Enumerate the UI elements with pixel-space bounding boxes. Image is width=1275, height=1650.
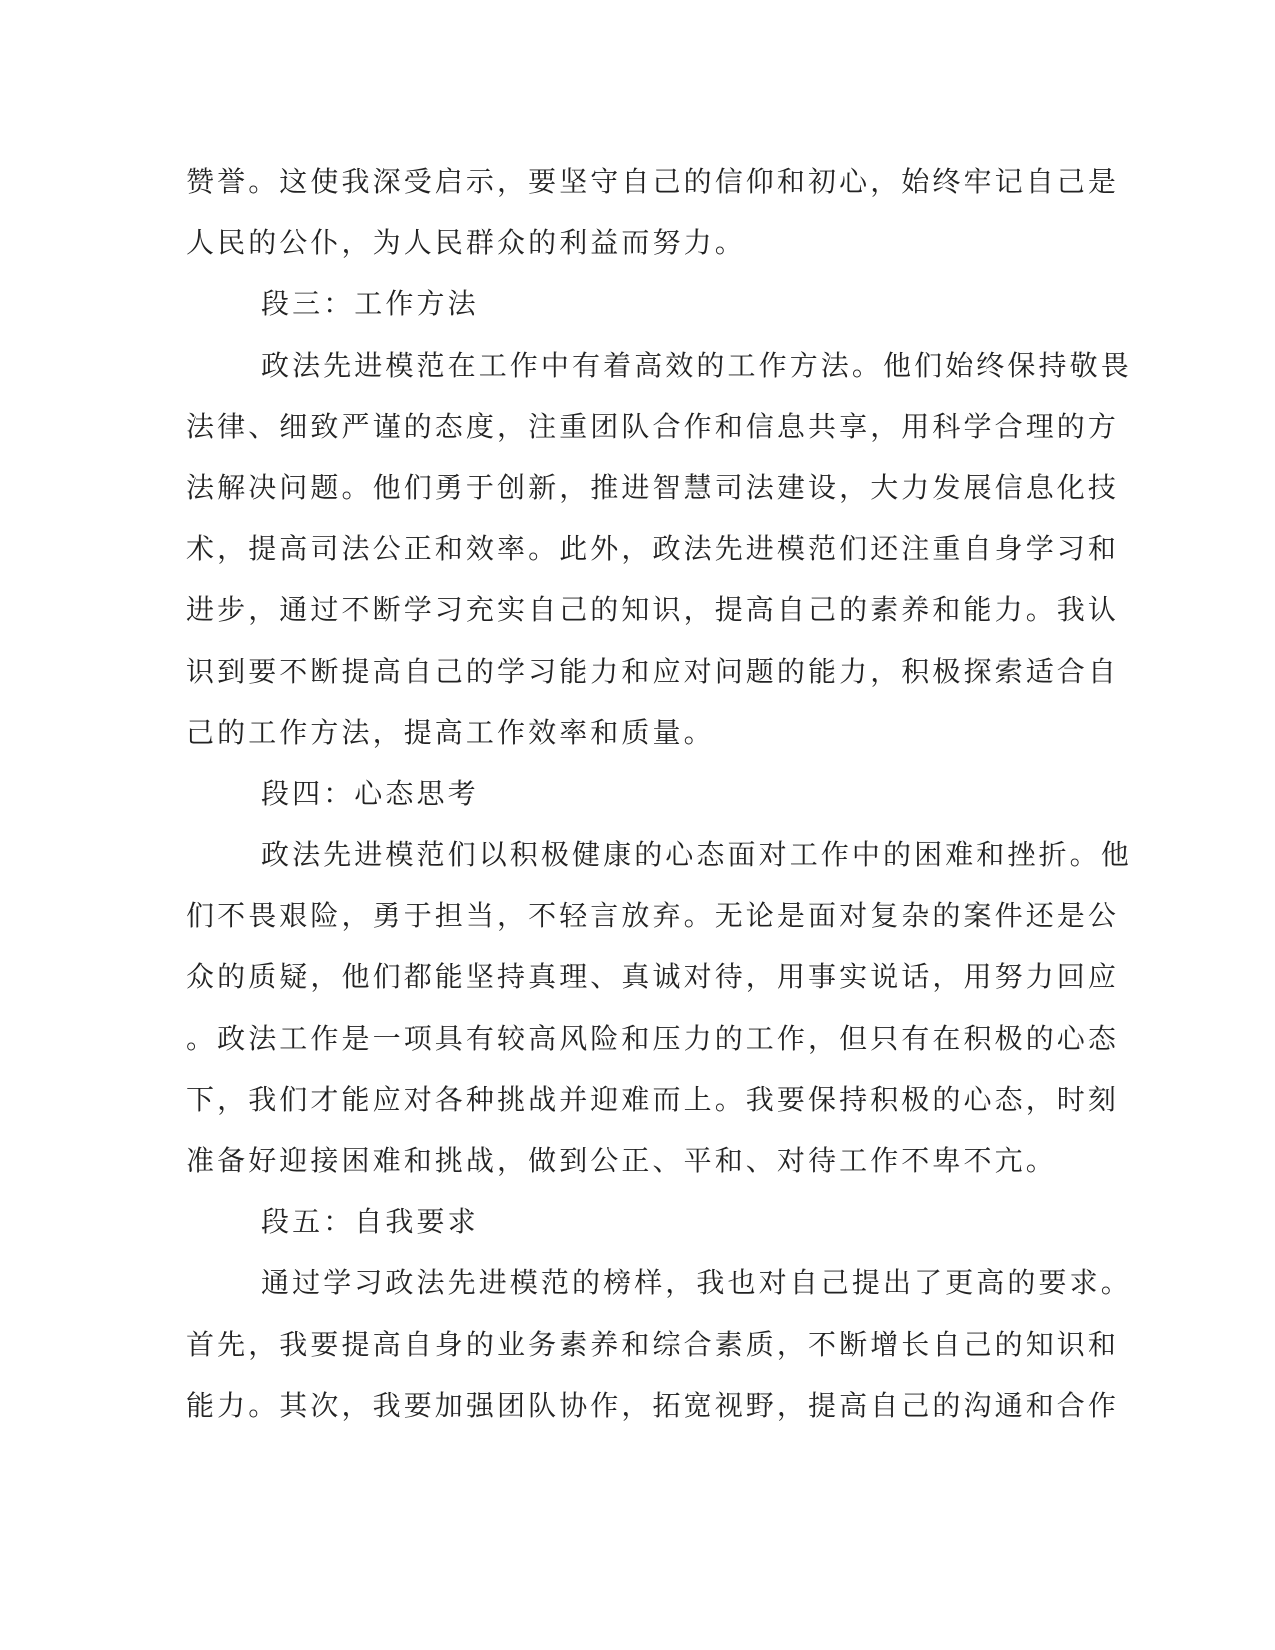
text-line: 术，提高司法公正和效率。此外，政法先进模范们还注重自身学习和 [186, 532, 1120, 566]
text-line: 通过学习政法先进模范的榜样，我也对自己提出了更高的要求。 [261, 1266, 1132, 1300]
text-line: 众的质疑，他们都能坚持真理、真诚对待，用事实说话，用努力回应 [186, 960, 1120, 994]
section-heading-5: 段五：自我要求 [261, 1205, 479, 1239]
text-line: 首先，我要提高自身的业务素养和综合素质，不断增长自己的知识和 [186, 1327, 1120, 1361]
text-line: 识到要不断提高自己的学习能力和应对问题的能力，积极探索适合自 [186, 654, 1120, 688]
text-line: 政法先进模范在工作中有着高效的工作方法。他们始终保持敬畏 [261, 348, 1132, 382]
text-line: 们不畏艰险，勇于担当，不轻言放弃。无论是面对复杂的案件还是公 [186, 899, 1120, 933]
text-line: 法律、细致严谨的态度，注重团队合作和信息共享，用科学合理的方 [186, 409, 1120, 443]
text-line: 。政法工作是一项具有较高风险和压力的工作，但只有在积极的心态 [186, 1021, 1120, 1055]
text-line: 己的工作方法，提高工作效率和质量。 [186, 715, 715, 749]
text-line: 能力。其次，我要加强团队协作，拓宽视野，提高自己的沟通和合作 [186, 1388, 1120, 1422]
text-line: 准备好迎接困难和挑战，做到公正、平和、对待工作不卑不亢。 [186, 1144, 1057, 1177]
section-heading-4: 段四：心态思考 [261, 776, 479, 810]
document-body [186, 151, 1132, 1436]
section-heading-3: 段三：工作方法 [261, 287, 479, 321]
text-line: 进步，通过不断学习充实自己的知识，提高自己的素养和能力。我认 [186, 593, 1120, 627]
text-line: 人民的公仆，为人民群众的利益而努力。 [186, 226, 746, 260]
text-line: 下，我们才能应对各种挑战并迎难而上。我要保持积极的心态，时刻 [186, 1082, 1120, 1116]
text-line: 政法先进模范们以积极健康的心态面对工作中的困难和挫折。他 [261, 838, 1132, 872]
text-line: 赞誉。这使我深受启示，要坚守自己的信仰和初心，始终牢记自己是 [186, 165, 1120, 198]
text-line: 法解决问题。他们勇于创新，推进智慧司法建设，大力发展信息化技 [186, 470, 1120, 504]
